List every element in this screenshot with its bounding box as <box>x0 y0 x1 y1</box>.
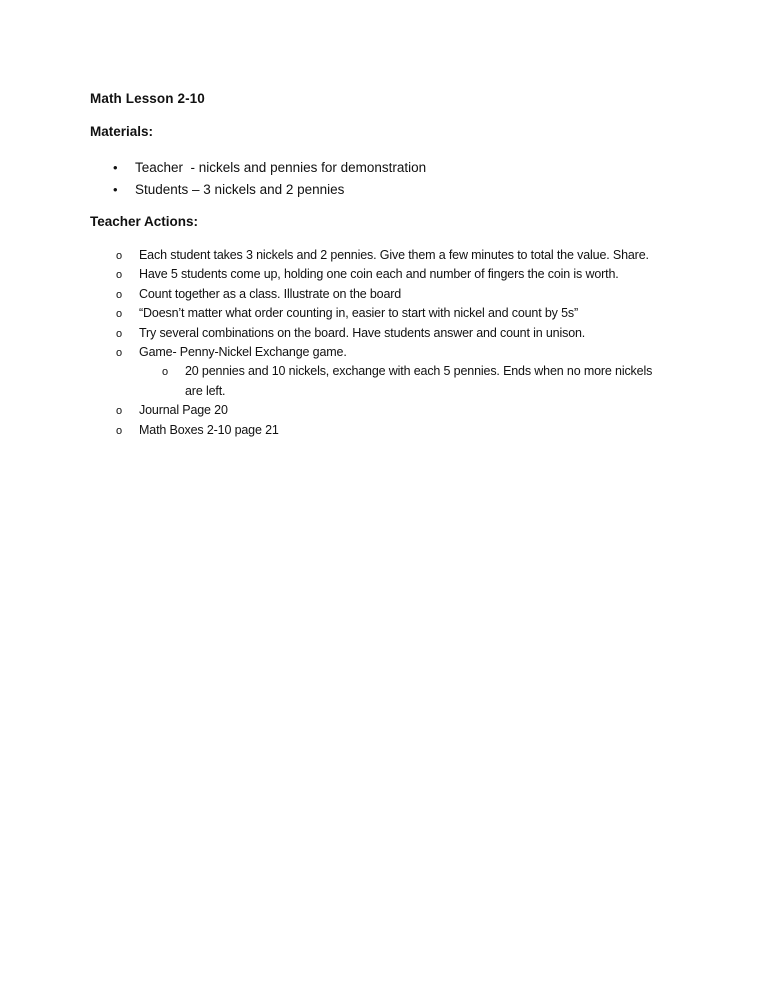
circle-marker: o <box>116 269 122 281</box>
action-item-text: Each student takes 3 nickels and 2 pennies. Give them a few minutes to total the value. Share. <box>139 248 649 262</box>
action-item-text: Count together as a class. Illustrate on the board <box>139 287 402 301</box>
circle-marker: o <box>116 308 122 320</box>
circle-marker: o <box>162 366 168 378</box>
action-item <box>116 267 619 281</box>
circle-marker: o <box>116 328 122 340</box>
action-sub-item-continuation: are left. <box>185 384 226 398</box>
action-item <box>116 248 649 262</box>
materials-item-text: Teacher - nickels and pennies for demonstration <box>135 160 427 175</box>
action-item <box>116 423 279 437</box>
circle-marker: o <box>116 347 122 359</box>
materials-item <box>113 160 426 175</box>
action-item <box>116 287 401 301</box>
circle-marker: o <box>116 405 122 417</box>
action-sub-item <box>162 364 652 378</box>
action-sub-item-text: 20 pennies and 10 nickels, exchange with each 5 pennies. Ends when no more nickels <box>185 364 653 378</box>
action-item <box>116 403 228 417</box>
materials-item-text: Students – 3 nickels and 2 pennies <box>135 182 345 197</box>
teacher-actions-heading: Teacher Actions: <box>90 214 199 229</box>
action-item-text: Try several combinations on the board. Have students answer and count in unison. <box>139 326 586 340</box>
action-item-text: Journal Page 20 <box>139 403 228 417</box>
bullet-marker: • <box>113 160 118 175</box>
action-item-text: Game- Penny-Nickel Exchange game. <box>139 345 347 359</box>
action-item <box>116 306 578 320</box>
action-item-text: Have 5 students come up, holding one coin each and number of fingers the coin is worth. <box>139 267 619 281</box>
circle-marker: o <box>116 250 122 262</box>
lesson-title: Math Lesson 2-10 <box>90 91 205 106</box>
materials-item <box>113 182 344 197</box>
circle-marker: o <box>116 425 122 437</box>
circle-marker: o <box>116 289 122 301</box>
materials-heading: Materials: <box>90 124 154 139</box>
action-item <box>116 345 347 359</box>
action-item-text: “Doesn’t matter what order counting in, easier to start with nickel and count by 5s” <box>139 306 579 320</box>
bullet-marker: • <box>113 182 118 197</box>
action-item-text: Math Boxes 2-10 page 21 <box>139 423 279 437</box>
action-item <box>116 326 585 340</box>
